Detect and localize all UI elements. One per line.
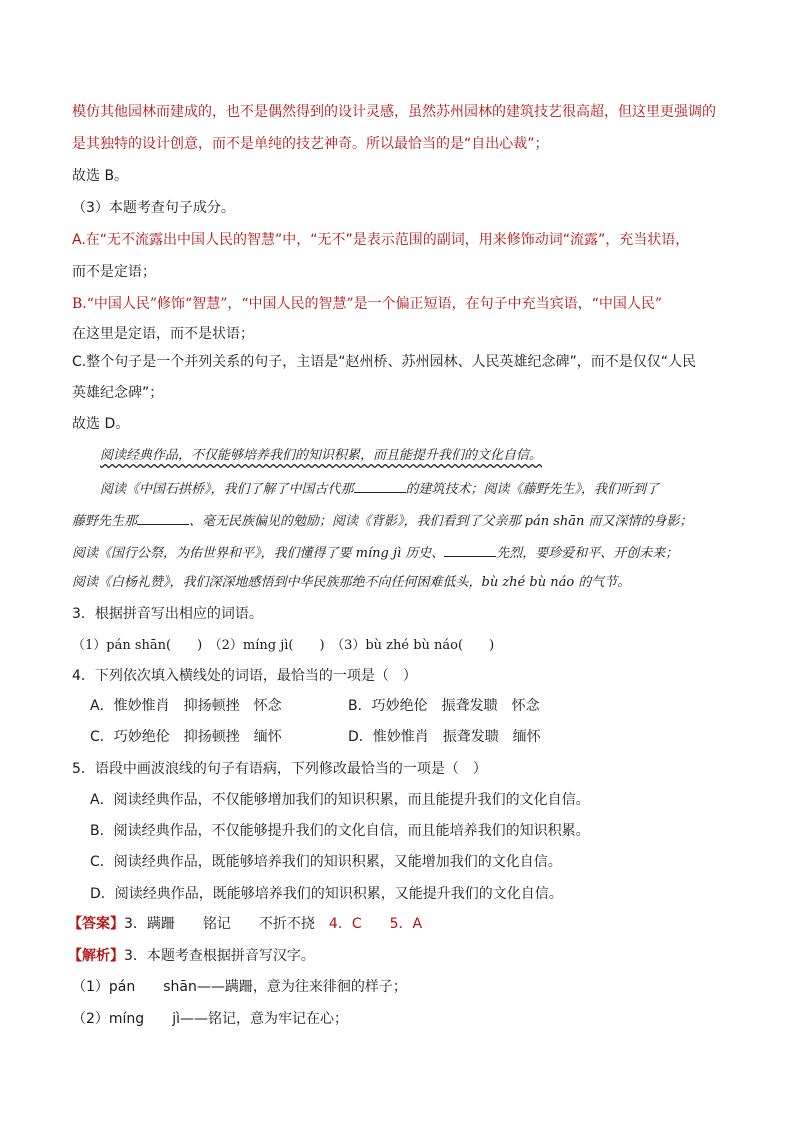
analysis-intro: 3．本题考查根据拼音写汉字。 [124,948,315,964]
question-4-stem: 4．下列依次填入横线处的词语，最恰当的一项是（ ） [72,668,417,684]
question-4-option-c: C．巧妙绝伦 抑扬顿挫 缅怀 [90,729,282,745]
answer-q3: 3．蹒跚 铭记 不折不挠 [124,916,315,932]
question-5-option-c: C．阅读经典作品，既能够培养我们的知识积累，又能增加我们的文化自信。 [90,854,562,870]
question-5-option-b: B．阅读经典作品，不仅能够提升我们的文化自信，而且能培养我们的知识积累。 [90,823,590,839]
analysis-line-7: B.“中国人民”修饰“智慧”，“中国人民的智慧”是一个偏正短语，在句子中充当宾语，“中国人民” [72,296,662,312]
fill-blank-2 [137,510,189,525]
fill-blank-1 [354,478,406,493]
analysis-line-10: 英雄纪念碑”； [72,385,164,401]
analysis-item-2: （2）míng jì——铭记，意为牢记在心； [72,1011,348,1027]
answer-choice-line: 故选 B。 [72,168,129,184]
passage-line-2: 阅读《中国石拱桥》，我们了解了中国古代那 的建筑技术；阅读《藤野先生》，我们听到了 [100,478,659,500]
wavy-underlined-sentence: 阅读经典作品，不仅能够培养我们的知识积累，而且能提升我们的文化自信。 [100,448,543,463]
analysis-line-6: 而不是定语； [72,264,156,280]
answer-choice-line-2: 故选 D。 [72,416,130,432]
question-4-option-a: A．惟妙惟肖 抑扬顿挫 怀念 [90,698,282,714]
analysis-line-1: 模仿其他园林而建成的，也不是偶然得到的设计灵感，虽然苏州园林的建筑技艺很高超，但这里更强调的 [72,104,716,120]
analysis-line-5: A.在“无不流露出中国人民的智慧”中，“无不”是表示范围的副词，用来修饰动词“流露”，充当状语， [72,232,690,248]
question-3-parts: （1）pán shān( ) （2）míng jì( ) （3）bù zhé bù náo( ) [72,638,495,653]
analysis-tag: 【解析】 [68,948,124,964]
question-5-option-d: D．阅读经典作品，既能够培养我们的知识积累，又能提升我们的文化自信。 [90,886,563,902]
passage-line-5: 阅读《白杨礼赞》，我们深深地感悟到中华民族那绝不向任何困难低头，bù zhé bù náo 的气节。 [72,575,631,590]
answer-tag: 【答案】 [68,916,124,932]
question-4-option-b: B．巧妙绝伦 振聋发聩 怀念 [348,698,540,714]
passage-line-3: 藤野先生那 、毫无民族偏见的勉励；阅读《背影》，我们看到了父亲那 pán shān 而又深情的身影； [72,510,693,532]
analysis-line-9: C.整个句子是一个并列关系的句子，主语是“赵州桥、苏州园林、人民英雄纪念碑”，而不是仅仅“人民 [72,354,696,370]
analysis-line-4: （3）本题考查句子成分。 [72,200,235,216]
passage-wavy-sentence [100,446,542,466]
passage-line-4: 阅读《国行公祭，为佑世界和平》，我们懂得了要 míng jì 历史、 先烈，要珍爱和平、开创未来； [72,542,678,564]
question-5-option-a: A．阅读经典作品，不仅能够增加我们的知识积累，而且能提升我们的文化自信。 [90,792,590,808]
analysis-header-line [68,946,315,966]
analysis-line-2: 是其独特的设计创意，而不是单纯的技艺神奇。所以最恰当的是“自出心裁”； [72,136,549,152]
analysis-item-1: （1）pán shān——蹒跚，意为往来徘徊的样子； [72,979,407,995]
question-5-stem: 5．语段中画波浪线的句子有语病，下列修改最恰当的一项是（ ） [72,761,487,777]
analysis-line-8: 在这里是定语，而不是状语； [72,326,254,342]
question-4-option-d: D．惟妙惟肖 振聋发聩 缅怀 [348,729,541,745]
answer-q4-q5: 4．C 5．A [314,916,423,932]
answer-line [68,914,422,934]
fill-blank-3 [444,542,496,557]
question-3-stem: 3．根据拼音写出相应的词语。 [72,606,263,622]
